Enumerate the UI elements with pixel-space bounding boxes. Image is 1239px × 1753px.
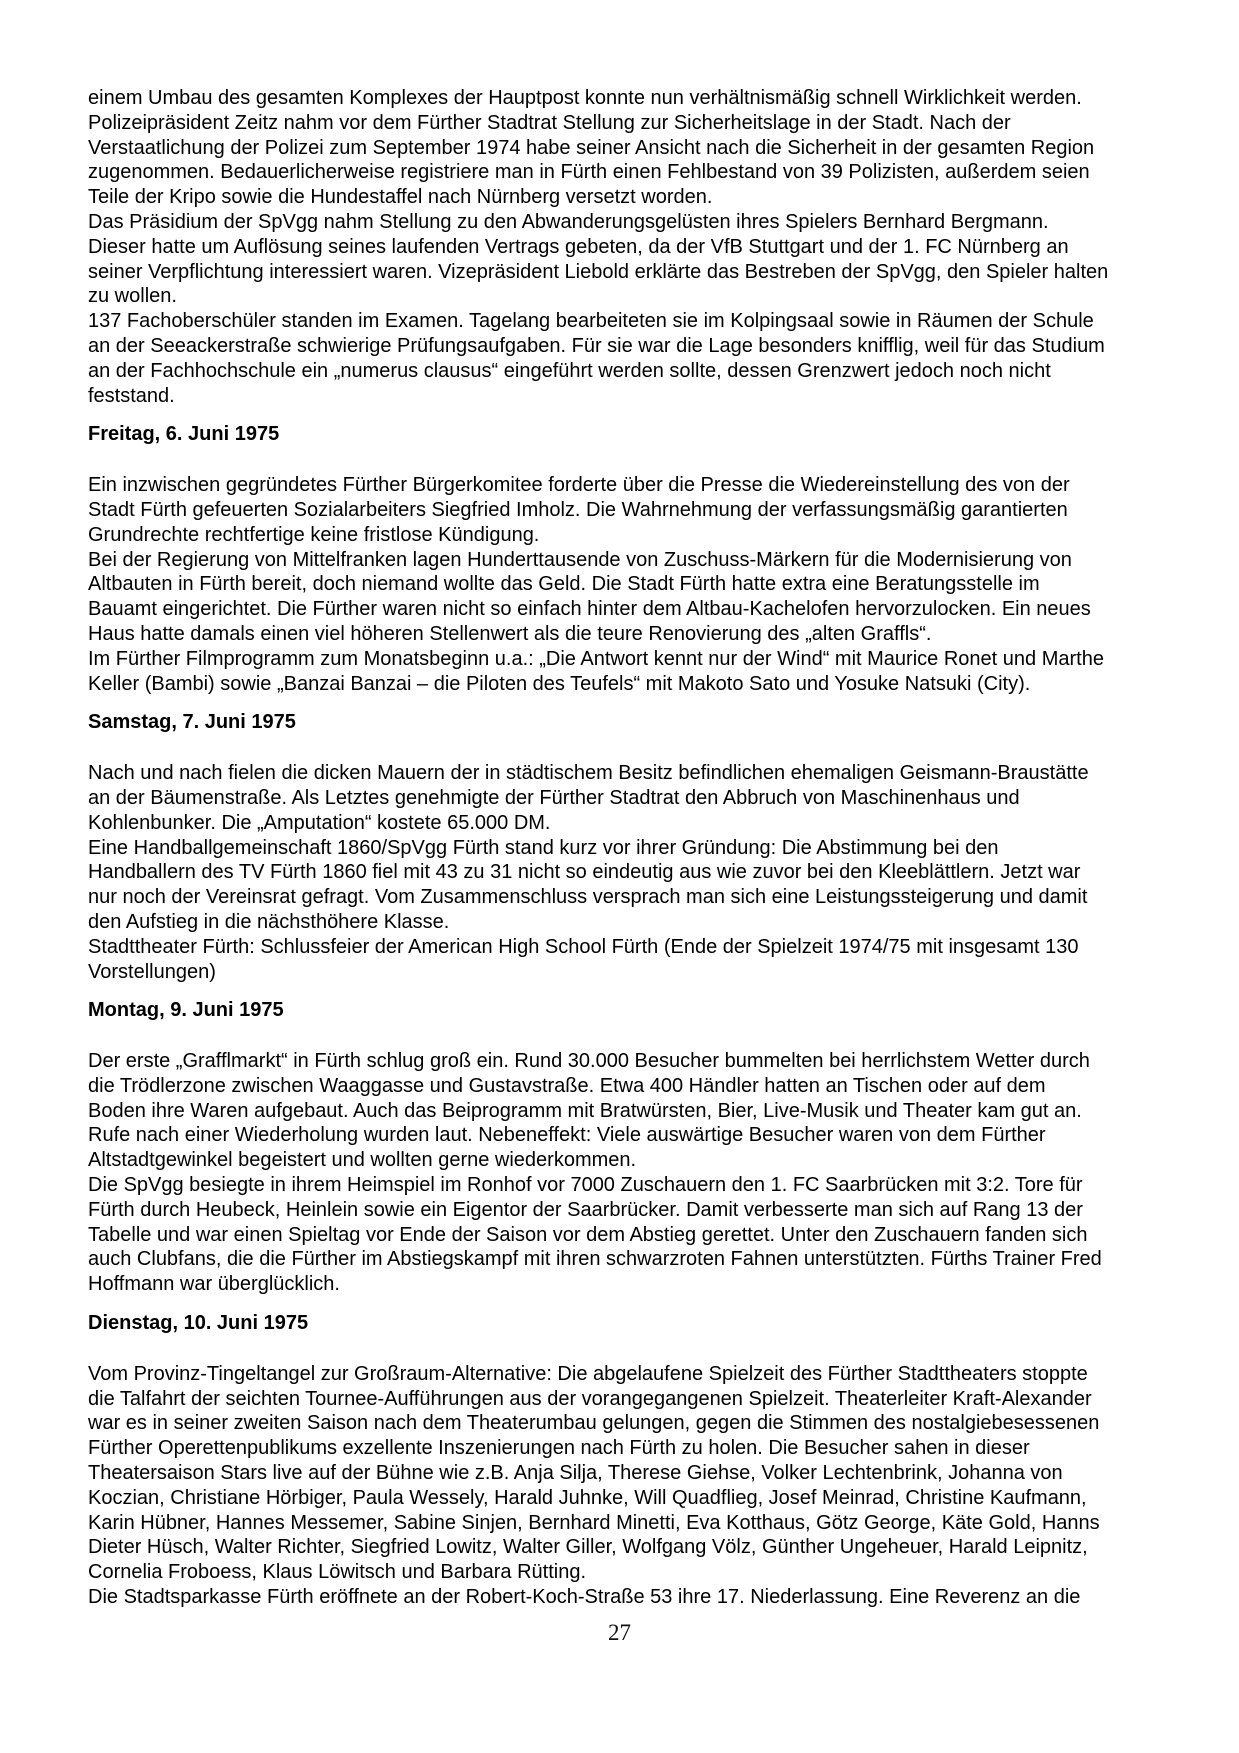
date-section [88, 710, 1170, 984]
text-line: Cornelia Froboess, Klaus Löwitsch und Barbara Rütting. [88, 1561, 587, 1584]
text-line: Nach und nach fielen die dicken Mauern der in städtischem Besitz befindlichen ehemaligen Geismann-Braustätte [88, 762, 1089, 785]
date-section [88, 1311, 1170, 1610]
text-line: Dieter Hüsch, Walter Richter, Siegfried Lowitz, Walter Giller, Wolfgang Völz, Günther Ungeheuer, Harald Leipnitz, [88, 1536, 1088, 1559]
text-line: Kohlenbunker. Die „Amputation“ kostete 65.000 DM. [88, 811, 551, 834]
text-line: Stadttheater Fürth: Schlussfeier der American High School Fürth (Ende der Spielzeit 1974/75 mit insgesamt 130 [88, 935, 1079, 958]
text-line: einem Umbau des gesamten Komplexes der Hauptpost konnte nun verhältnismäßig schnell Wirklichkeit werden. [88, 87, 1082, 109]
text-line: Der erste „Grafflmarkt“ in Fürth schlug groß ein. Rund 30.000 Besucher bummelten bei herrlichstem Wetter durch [88, 1050, 1090, 1073]
text-line: Ein inzwischen gegründetes Fürther Bürgerkomitee forderte über die Presse die Wiedereinstellung des von der [88, 474, 1070, 497]
text-line: an der Seeackerstraße schwierige Prüfungsaufgaben. Für sie war die Lage besonders knifflig, weil für das Studium [88, 334, 1105, 357]
text-line: Die Stadtsparkasse Fürth eröffnete an der Robert-Koch-Straße 53 ihre 17. Niederlassung. Eine Reverenz an die [88, 1586, 1081, 1609]
text-line: Im Fürther Filmprogramm zum Monatsbeginn u.a.: „Die Antwort kennt nur der Wind“ mit Maurice Ronet und Marthe [88, 647, 1104, 670]
text-line: zu wollen. [88, 285, 177, 308]
date-heading: Montag, 9. Juni 1975 [88, 999, 284, 1022]
text-line: seiner Verpflichtung interessiert waren. Vizepräsident Liebold erklärte das Bestreben der SpVgg, den Spieler halten [88, 260, 1109, 283]
text-line: Bauamt eingerichtet. Die Fürther waren nicht so einfach hinter dem Altbau-Kachelofen hervorzulocken. Ein neues [88, 598, 1091, 621]
text-line: Koczian, Christiane Hörbiger, Paula Wessely, Harald Juhnke, Will Quadflieg, Josef Meinrad, Christine Kaufmann, [88, 1486, 1087, 1509]
text-line: Karin Hübner, Hannes Messemer, Sabine Sinjen, Bernhard Minetti, Eva Kotthaus, Götz George, Käte Gold, Hanns [88, 1511, 1100, 1534]
text-line: Grundrechte rechtfertige keine fristlose Kündigung. [88, 523, 540, 546]
date-heading: Samstag, 7. Juni 1975 [88, 711, 296, 734]
text-line: Altbauten in Fürth bereit, doch niemand wollte das Geld. Die Stadt Fürth hatte extra eine Beratungsstelle im [88, 573, 1040, 596]
text-line: Boden ihre Waren aufgebaut. Auch das Beiprogramm mit Bratwürsten, Bier, Live-Musik und Theater kam gut an. [88, 1099, 1082, 1122]
text-line: war es in seiner zweiten Saison nach dem Theaterumbau gelungen, gegen die Stimmen des nostalgiebesessenen [88, 1412, 1100, 1435]
text-line: Vom Provinz-Tingeltangel zur Großraum-Alternative: Die abgelaufene Spielzeit des Fürther Stadttheaters stoppte [88, 1362, 1088, 1385]
text-line: an der Fachhochschule ein „numerus clausus“ eingeführt werden sollte, dessen Grenzwert jedoch noch nicht [88, 359, 1051, 382]
text-line: auch Clubfans, die die Fürther im Abstiegskampf mit ihren schwarzroten Fahnen unterstützten. Fürths Trainer Fred [88, 1248, 1102, 1271]
text-line: Dieser hatte um Auflösung seines laufenden Vertrags gebeten, da der VfB Stuttgart und der 1. FC Nürnberg an [88, 235, 1069, 258]
text-line: die Trödlerzone zwischen Waaggasse und Gustavstraße. Etwa 400 Händler hatten an Tischen oder auf dem [88, 1074, 1046, 1097]
text-line: Eine Handballgemeinschaft 1860/SpVgg Fürth stand kurz vor ihrer Gründung: Die Abstimmung bei den [88, 836, 999, 859]
text-line: an der Bäumenstraße. Als Letztes genehmigte der Fürther Stadtrat den Abbruch von Maschinenhaus und [88, 786, 1020, 809]
text-line: zugenommen. Bedauerlicherweise registriere man in Fürth einen Fehlbestand von 39 Polizisten, außerdem seien [88, 161, 1090, 184]
text-line: Tabelle und war einen Spieltag vor Ende der Saison vor dem Abstieg gerettet. Unter den Zuschauern fanden sich [88, 1223, 1088, 1246]
text-line: Das Präsidium der SpVgg nahm Stellung zu den Abwanderungsgelüsten ihres Spielers Bernhard Bergmann. [88, 210, 1049, 233]
text-line: Theatersaison Stars live auf der Bühne wie z.B. Anja Silja, Therese Giehse, Volker Lechtenbrink, Johanna von [88, 1462, 1063, 1485]
document-body [88, 86, 1170, 1610]
text-line: 137 Fachoberschüler standen im Examen. Tagelang bearbeiteten sie im Kolpingsaal sowie in Räumen der Schule [88, 310, 1094, 333]
text-line: Haus hatte damals einen viel höheren Stellenwert als die teure Renovierung des „alten Graffls“. [88, 622, 932, 645]
text-line: Bei der Regierung von Mittelfranken lagen Hunderttausende von Zuschuss-Märkern für die Modernisierung von [88, 548, 1072, 571]
date-heading: Dienstag, 10. Juni 1975 [88, 1312, 309, 1335]
text-line: Handballern des TV Fürth 1860 fiel mit 43 zu 31 nicht so eindeutig aus wie zuvor bei den Kleeblättlern. Jetzt war [88, 861, 1081, 884]
text-line: die Talfahrt der seichten Tournee-Aufführungen aus der vorangegangenen Spielzeit. Theaterleiter Kraft-Alexander [88, 1387, 1092, 1410]
text-line: Verstaatlichung der Polizei zum September 1974 habe seiner Ansicht nach die Sicherheit in der gesamten Region [88, 136, 1095, 159]
date-section [88, 998, 1170, 1297]
text-line: Stadt Fürth gefeuerten Sozialarbeiters Siegfried Imholz. Die Wahrnehmung der verfassungsmäßig garantierten [88, 498, 1068, 521]
text-line: Fürth durch Heubeck, Heinlein sowie ein Eigentor der Saarbrücker. Damit verbesserte man sich auf Rang 13 der [88, 1198, 1083, 1221]
text-line: Keller (Bambi) sowie „Banzai Banzai – die Piloten des Teufels“ mit Makoto Sato und Yosuke Natsuki (City). [88, 672, 1031, 695]
text-line: den Aufstieg in die nächsthöhere Klasse. [88, 910, 450, 933]
text-line: Fürther Operettenpublikums exzellente Inszenierungen nach Fürth zu holen. Die Besucher sahen in dieser [88, 1437, 1030, 1460]
date-section [88, 422, 1170, 696]
text-line: Altstadtgewinkel begeistert und wollten gerne wiederkommen. [88, 1149, 637, 1172]
page-number: 27 [608, 1620, 631, 1645]
text-line: Die SpVgg besiegte in ihrem Heimspiel im Ronhof vor 7000 Zuschauern den 1. FC Saarbrücken mit 3:2. Tore für [88, 1174, 1083, 1197]
text-line: Vorstellungen) [88, 960, 216, 983]
text-line: feststand. [88, 384, 175, 407]
text-line: Polizeipräsident Zeitz nahm vor dem Fürther Stadtrat Stellung zur Sicherheitslage in der Stadt. Nach der [88, 111, 1011, 134]
text-line: nur noch der Vereinsrat gefragt. Vom Zusammenschluss versprach man sich eine Leistungssteigerung und damit [88, 886, 1088, 909]
date-heading: Freitag, 6. Juni 1975 [88, 423, 280, 446]
date-section [88, 86, 1170, 408]
text-line: Teile der Kripo sowie die Hundestaffel nach Nürnberg versetzt worden. [88, 186, 713, 209]
text-line: Rufe nach einer Wiederholung wurden laut. Nebeneffekt: Viele auswärtige Besucher waren von dem Fürther [88, 1124, 1046, 1147]
text-line: Hoffmann war überglücklich. [88, 1273, 340, 1296]
